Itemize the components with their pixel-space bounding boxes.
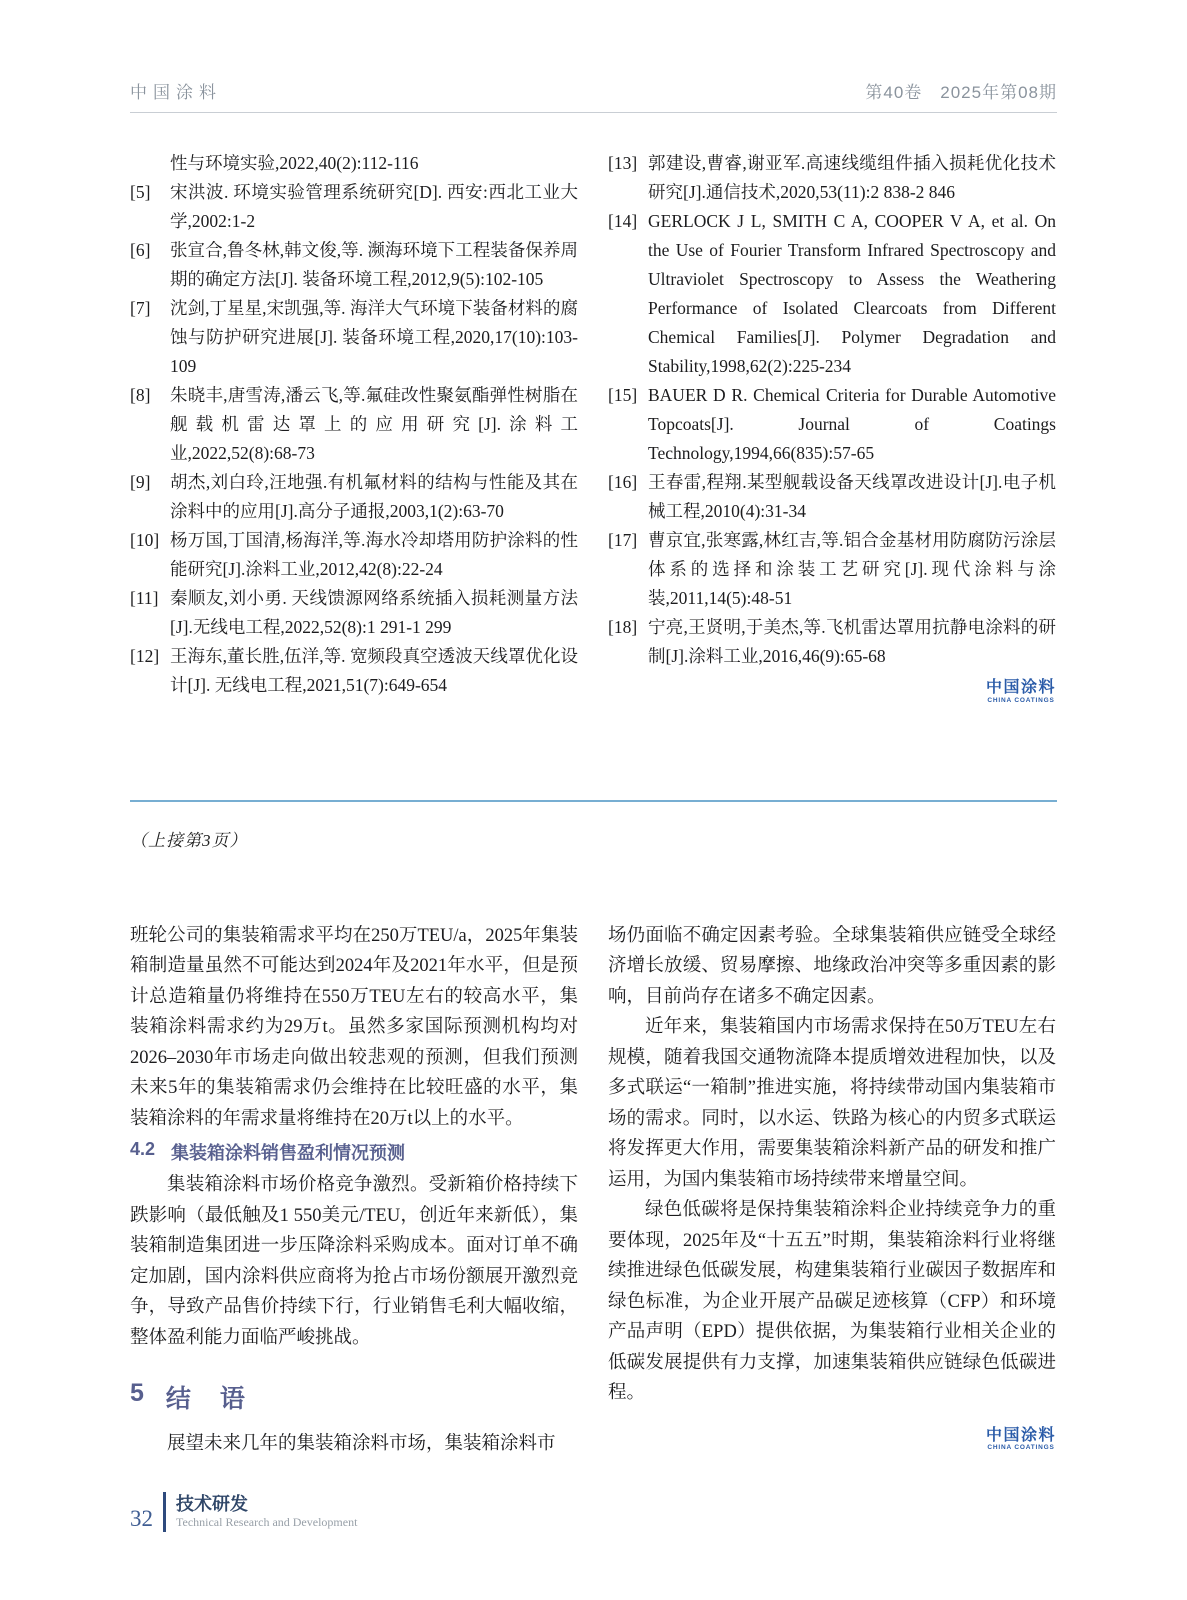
reference-number: [10]: [130, 530, 160, 550]
reference-number: [15]: [608, 385, 638, 405]
references-section: [130, 149, 1057, 704]
reference-text: 沈剑,丁星星,宋凯强,等. 海洋大气环境下装备材料的腐蚀与防护研究进展[J]. 装备环境工程,2020,17(10):103-109: [170, 298, 578, 376]
body-paragraph: 近年来，集装箱国内市场需求保持在50万TEU左右规模，随着我国交通物流降本提质增效进程加快，以及多式联运“一箱制”推进实施，将持续带动国内集装箱市场的需求。同时，以水运、铁路为核心的内贸多式联运将发挥更大作用，需要集装箱涂料新产品的研发和推广运用，为国内集装箱市场持续带来增量空间。: [608, 1017, 1056, 1190]
references-left-column: [130, 149, 578, 704]
body-paragraph: 班轮公司的集装箱需求平均在250万TEU/a，2025年集装箱制造量虽然不可能达到2024年及2021年水平，但是预计总造箱量仍将维持在550万TEU左右的较高水平，集装箱涂料需求约为29万t。虽然多家国际预测机构均对2026–2030年市场走向做出较悲观的预测，但我们预测未来5年的集装箱需求仍会维持在比较旺盛的水平，集装箱涂料的年需求量将维持在20万t以上的水平。: [130, 925, 578, 1129]
reference-text: 朱晓丰,唐雪涛,潘云飞,等.氟硅改性聚氨酯弹性树脂在舰载机雷达罩上的应用研究[J].涂料工业,2022,52(8):68-73: [170, 385, 578, 463]
continued-from-note: （上接第3页）: [130, 830, 248, 850]
reference-text: 胡杰,刘白玲,汪地强.有机氟材料的结构与性能及其在涂料中的应用[J].高分子通报,2003,1(2):63-70: [170, 472, 578, 521]
body-left-column: [130, 921, 578, 1460]
reference-text: 宁亮,王贤明,于美杰,等.飞机雷达罩用抗静电涂料的研制[J].涂料工业,2016,46(9):65-68: [648, 617, 1056, 666]
reference-item: [130, 526, 578, 584]
reference-item: [130, 468, 578, 526]
logo-chinese-text: 中国涂料: [985, 679, 1056, 696]
reference-number: [6]: [130, 240, 151, 260]
reference-text: 杨万国,丁国清,杨海洋,等.海水冷却塔用防护涂料的性能研究[J].涂料工业,2012,42(8):22-24: [170, 530, 578, 579]
reference-number: [8]: [130, 385, 151, 405]
reference-number: [13]: [608, 153, 638, 173]
body-paragraph: 场仍面临不确定因素考验。全球集装箱供应链受全球经济增长放缓、贸易摩擦、地缘政治冲突等多重因素的影响，目前尚存在诸多不确定因素。: [608, 925, 1056, 1007]
page-number: 32: [130, 1506, 153, 1531]
logo-row: [608, 1427, 1056, 1452]
footer-section-chinese: 技术研发: [176, 1493, 248, 1514]
reference-item: [130, 178, 578, 236]
volume-issue: 第40卷 2025年第08期: [865, 83, 1057, 102]
china-coatings-logo: [986, 1427, 1056, 1452]
reference-number: [7]: [130, 298, 151, 318]
reference-item: [130, 642, 578, 700]
reference-text: 郭建设,曹睿,谢亚军.高速线缆组件插入损耗优化技术研究[J].通信技术,2020,53(11):2 838-2 846: [648, 153, 1056, 202]
section-number: 5: [130, 1379, 146, 1408]
reference-item: [608, 381, 1056, 468]
article-divider-line: [130, 800, 1057, 802]
reference-number: [130, 149, 170, 178]
reference-number: [5]: [130, 182, 151, 202]
reference-number: [14]: [608, 211, 638, 231]
logo-row: [608, 679, 1056, 704]
china-coatings-logo: [986, 679, 1056, 704]
reference-text: 宋洪波. 环境实验管理系统研究[D]. 西安:西北工业大学,2002:1-2: [170, 182, 578, 231]
reference-item: [130, 294, 578, 381]
reference-item: [608, 149, 1056, 207]
references-right-column: [608, 149, 1056, 704]
body-paragraph: 展望未来几年的集装箱涂料市场，集装箱涂料市: [167, 1434, 556, 1455]
reference-number: [9]: [130, 472, 151, 492]
reference-number: [12]: [130, 646, 160, 666]
journal-title: 中国涂料: [130, 83, 222, 102]
reference-number: [11]: [130, 588, 159, 608]
logo-english-text: CHINA COATINGS: [987, 1444, 1055, 1452]
footer-section-english: Technical Research and Development: [176, 1514, 358, 1529]
page-header: [130, 0, 1057, 113]
reference-item: [608, 526, 1056, 613]
reference-item: [608, 207, 1056, 381]
reference-item: [130, 236, 578, 294]
logo-chinese-text: 中国涂料: [985, 1426, 1056, 1444]
reference-text: BAUER D R. Chemical Criteria for Durable Automotive Topcoats[J]. Journal of Coatings Technology,1994,66(835):57-65: [648, 385, 1056, 463]
section-number: 4.2: [130, 1139, 156, 1160]
reference-number: [18]: [608, 617, 638, 637]
reference-text: 性与环境实验,2022,40(2):112-116: [170, 153, 419, 173]
reference-item: [130, 381, 578, 468]
reference-text: 秦顺友,刘小勇. 天线馈源网络系统插入损耗测量方法[J].无线电工程,2022,52(8):1 291-1 299: [170, 588, 578, 637]
reference-item: [130, 149, 578, 178]
footer-section-labels: [176, 1494, 357, 1530]
reference-text: 曹京宜,张寒露,林红吉,等.铝合金基材用防腐防污涂层体系的选择和涂装工艺研究[J].现代涂料与涂装,2011,14(5):48-51: [648, 530, 1056, 608]
reference-text: 张宣合,鲁冬林,韩文俊,等. 濒海环境下工程装备保养周期的确定方法[J]. 装备环境工程,2012,9(5):102-105: [170, 240, 578, 289]
body-paragraph: 绿色低碳将是保持集装箱涂料企业持续竞争力的重要体现，2025年及“十五五”时期，集装箱涂料行业将继续推进绿色低碳发展，构建集装箱行业碳因子数据库和绿色标准，为企业开展产品碳足迹核算（CFP）和环境产品声明（EPD）提供依据，为集装箱行业相关企业的低碳发展提供有力支撑，加速集装箱供应链绿色低碳进程。: [608, 1200, 1056, 1404]
reference-item: [608, 468, 1056, 526]
reference-number: [16]: [608, 472, 638, 492]
article-body: [130, 921, 1057, 1460]
reference-number: [17]: [608, 530, 638, 550]
reference-text: GERLOCK J L, SMITH C A, COOPER V A, et al. On the Use of Fourier Transform Infrared Spectroscopy and Ultraviolet Spectroscopy to Assess the Weathering Performance of Isolated Clearcoats from Different Chemical Families[J]. Polymer Degradation and Stability,1998,62(2):225-234: [648, 211, 1056, 376]
reference-item: [608, 613, 1056, 671]
footer-divider-bar: [163, 1492, 166, 1532]
section-title: 集装箱涂料销售盈利情况预测: [171, 1143, 406, 1164]
reference-text: 王春雷,程翔.某型舰载设备天线罩改进设计[J].电子机械工程,2010(4):31-34: [648, 472, 1056, 521]
logo-english-text: CHINA COATINGS: [987, 696, 1055, 704]
section-heading-5: [130, 1379, 578, 1415]
section-title: 结 语: [165, 1385, 247, 1414]
reference-text: 王海东,董长胜,伍洋,等. 宽频段真空透波天线罩优化设计[J]. 无线电工程,2021,51(7):649-654: [170, 646, 578, 695]
page-footer: [130, 1492, 357, 1532]
section-heading-4-2: [130, 1139, 578, 1165]
body-paragraph: 集装箱涂料市场价格竞争激烈。受新箱价格持续下跌影响（最低触及1 550美元/TEU，创近年来新低），集装箱制造集团进一步压降涂料采购成本。面对订单不确定加剧，国内涂料供应商将为抢占市场份额展开激烈竞争，导致产品售价持续下行，行业销售毛利大幅收缩，整体盈利能力面临严峻挑战。: [130, 1175, 578, 1348]
body-right-column: [608, 921, 1056, 1460]
reference-item: [130, 584, 578, 642]
